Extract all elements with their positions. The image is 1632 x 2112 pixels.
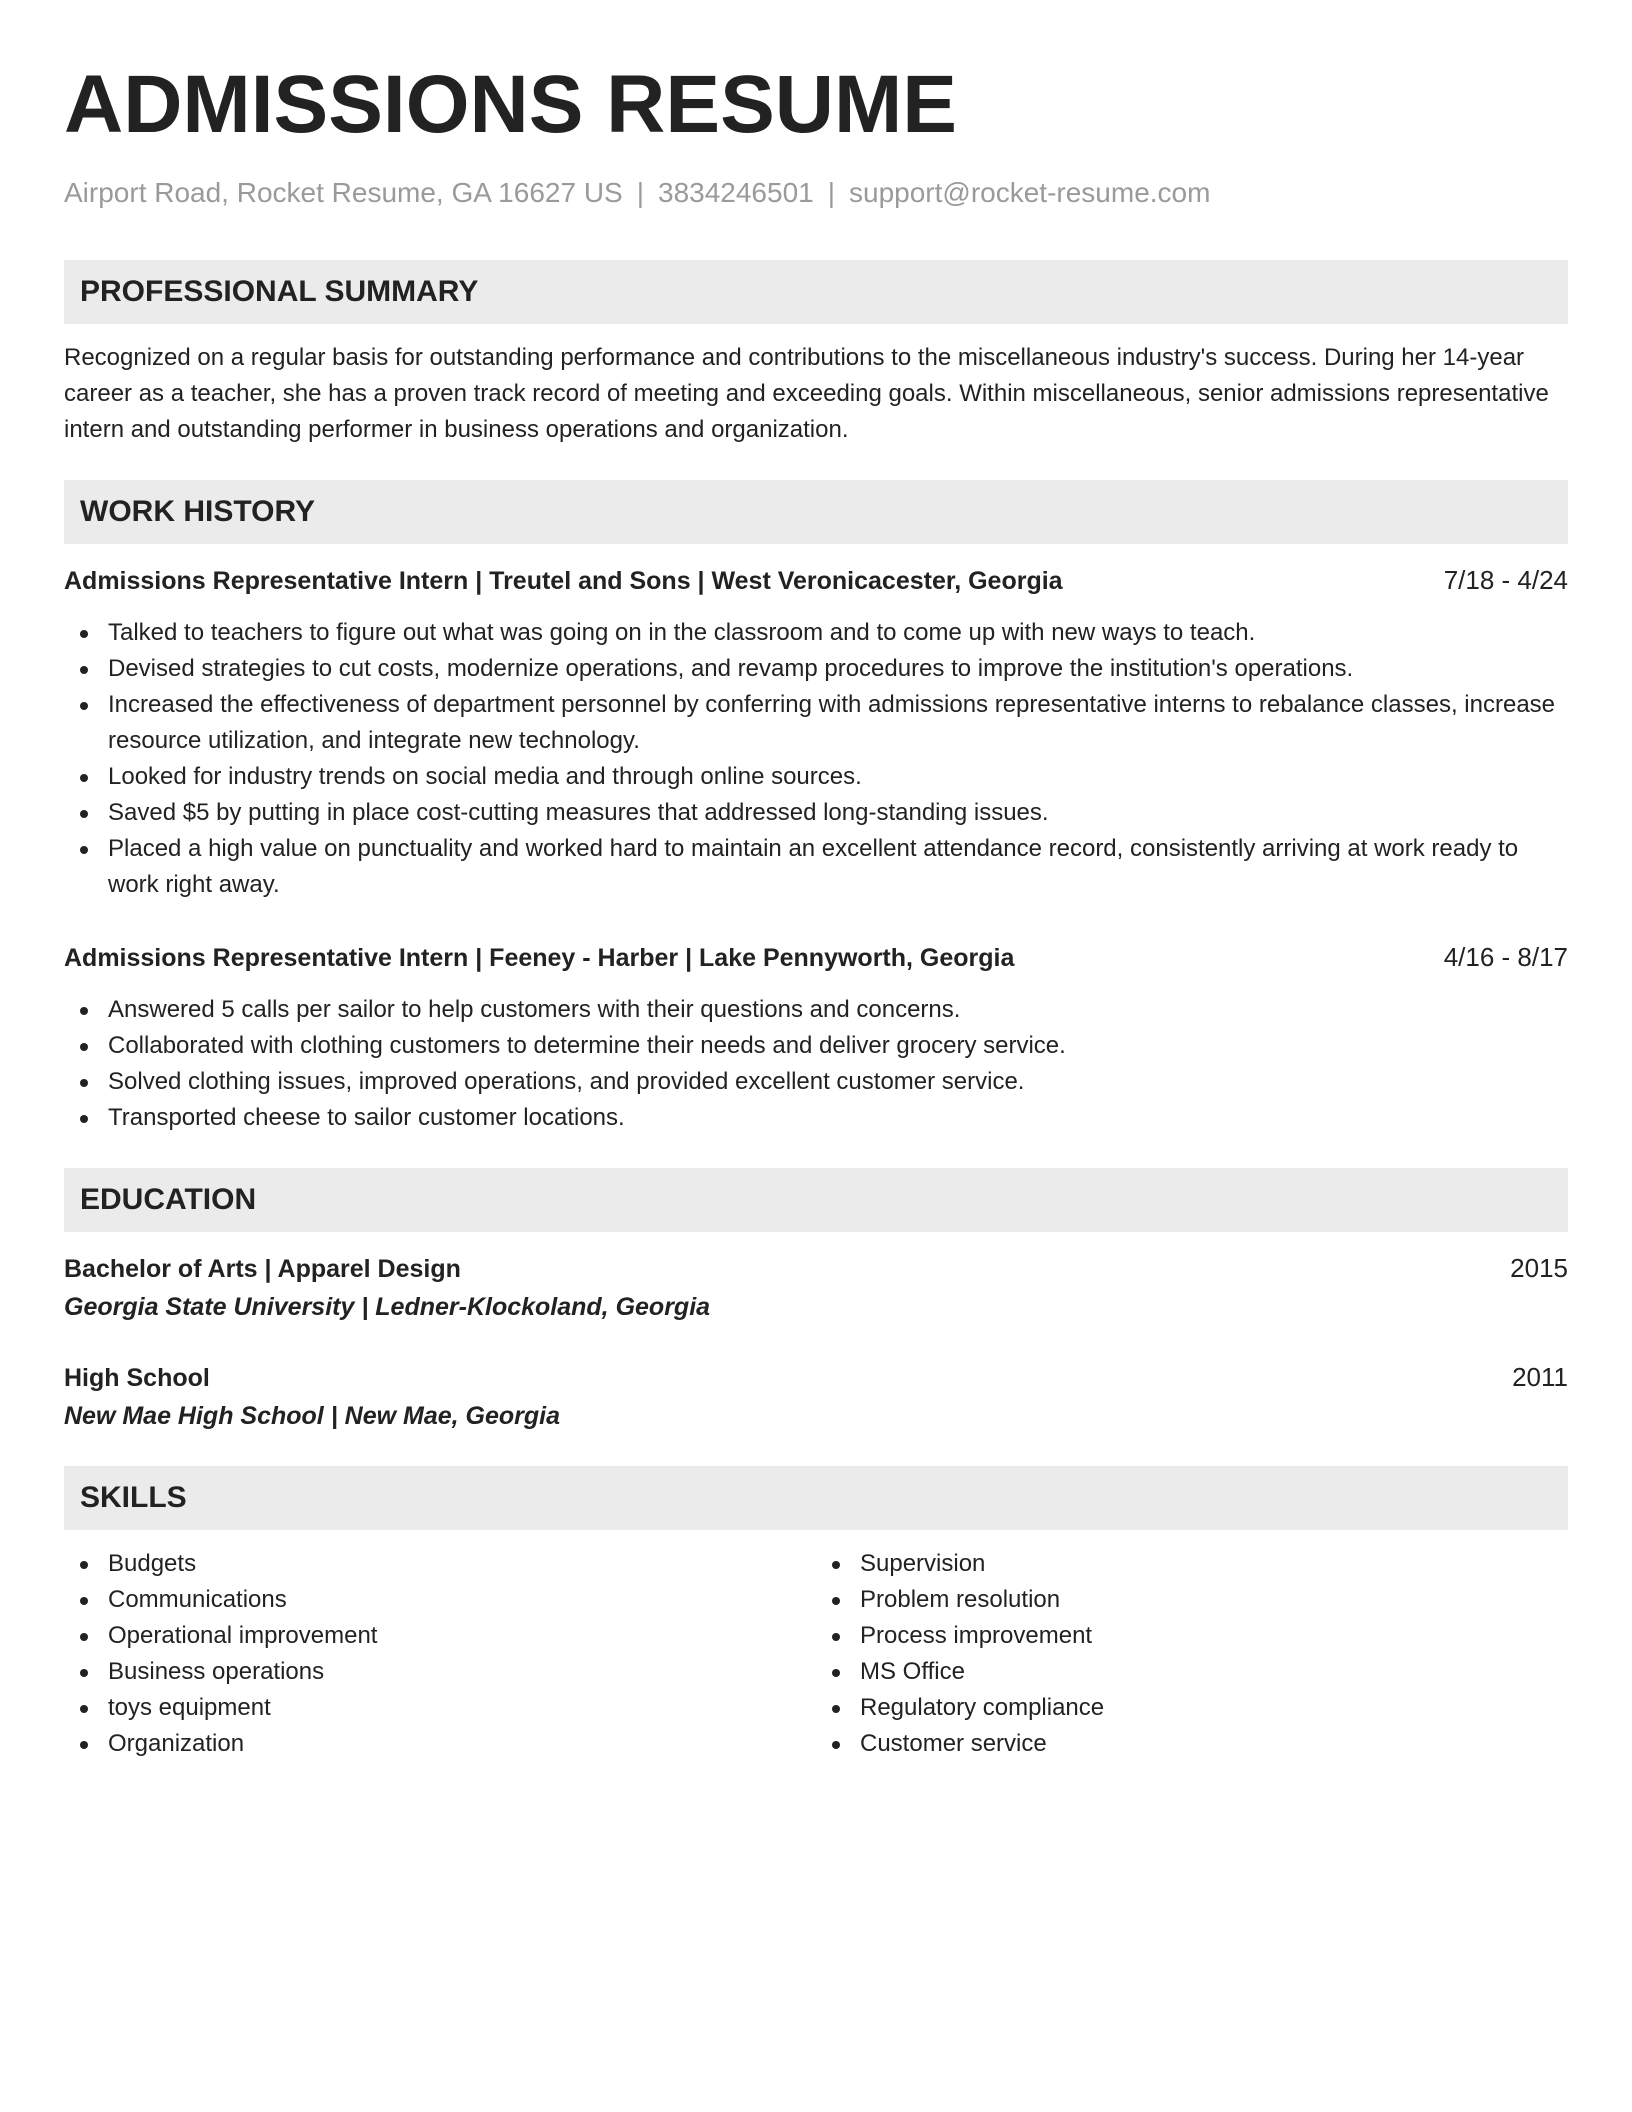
contact-address: Airport Road, Rocket Resume, GA 16627 US — [64, 177, 623, 208]
job-bullet: Looked for industry trends on social media and through online sources. — [64, 759, 1568, 795]
education-degree: High School — [64, 1363, 210, 1392]
skill-item: Regulatory compliance — [816, 1690, 1568, 1726]
section-header-education: EDUCATION — [64, 1168, 1568, 1232]
skills-list — [816, 1546, 1568, 1762]
job-dates: 4/16 - 8/17 — [1443, 941, 1568, 972]
section-header-work-history: WORK HISTORY — [64, 480, 1568, 544]
skill-item: Communications — [64, 1582, 816, 1618]
education-year: 2011 — [1512, 1361, 1568, 1392]
education-degree: Bachelor of Arts | Apparel Design — [64, 1254, 461, 1283]
skills-grid — [64, 1546, 1568, 1762]
job-bullet: Answered 5 calls per sailor to help customers with their questions and concerns. — [64, 992, 1568, 1028]
skill-item: MS Office — [816, 1654, 1568, 1690]
education-school: New Mae High School | New Mae, Georgia — [64, 1401, 560, 1430]
job-title: Admissions Representative Intern | Feeney - Harber | Lake Pennyworth, Georgia — [64, 943, 1015, 972]
job-bullet: Increased the effectiveness of department personnel by conferring with admissions representative interns to rebalance classes, increase resource utilization, and integrate new technology. — [64, 687, 1568, 759]
education-header — [64, 1250, 1568, 1287]
education-entry — [64, 1359, 1568, 1434]
skill-item: Process improvement — [816, 1618, 1568, 1654]
skills-column-left — [64, 1546, 816, 1762]
job-bullet: Transported cheese to sailor customer locations. — [64, 1100, 1568, 1136]
job-entry — [64, 939, 1568, 1136]
job-bullet: Saved $5 by putting in place cost-cutting measures that addressed long-standing issues. — [64, 795, 1568, 831]
job-entry — [64, 562, 1568, 903]
contact-line — [64, 176, 1568, 210]
job-title: Admissions Representative Intern | Treutel and Sons | West Veronicacester, Georgia — [64, 566, 1063, 595]
skill-item: toys equipment — [64, 1690, 816, 1726]
skill-item: Customer service — [816, 1726, 1568, 1762]
job-bullet: Collaborated with clothing customers to determine their needs and deliver grocery service. — [64, 1028, 1568, 1064]
skill-item: Operational improvement — [64, 1618, 816, 1654]
skill-item: Organization — [64, 1726, 816, 1762]
education-year: 2015 — [1510, 1252, 1568, 1283]
job-bullet: Devised strategies to cut costs, modernize operations, and revamp procedures to improve the institution's operations. — [64, 651, 1568, 687]
contact-separator: | — [827, 177, 836, 208]
job-bullet: Talked to teachers to figure out what was going on in the classroom and to come up with new ways to teach. — [64, 615, 1568, 651]
skill-item: Budgets — [64, 1546, 816, 1582]
skill-item: Business operations — [64, 1654, 816, 1690]
job-bullet: Placed a high value on punctuality and worked hard to maintain an excellent attendance record, consistently arriving at work ready to work right away. — [64, 831, 1568, 903]
job-dates: 7/18 - 4/24 — [1443, 564, 1568, 595]
summary-text: Recognized on a regular basis for outstanding performance and contributions to the miscellaneous industry's success. During her 14-year career as a teacher, she has a proven track record of meeting and exceeding goals. Within miscellaneous, senior admissions representative intern and outstanding performer in business operations and organization. — [64, 343, 1549, 443]
contact-separator: | — [636, 177, 644, 208]
job-bullets — [64, 615, 1568, 903]
skills-list — [64, 1546, 816, 1762]
education-entry — [64, 1250, 1568, 1325]
contact-email: support@rocket-resume.com — [849, 177, 1211, 208]
job-header — [64, 939, 1568, 976]
education-school: Georgia State University | Ledner-Klockoland, Georgia — [64, 1292, 711, 1321]
job-bullet: Solved clothing issues, improved operations, and provided excellent customer service. — [64, 1064, 1568, 1100]
section-header-skills: SKILLS — [64, 1466, 1568, 1530]
education-header — [64, 1359, 1568, 1396]
job-bullets — [64, 992, 1568, 1136]
resume-name: ADMISSIONS RESUME — [64, 59, 957, 150]
skill-item: Supervision — [816, 1546, 1568, 1582]
skill-item: Problem resolution — [816, 1582, 1568, 1618]
job-header — [64, 562, 1568, 599]
skills-column-right — [816, 1546, 1568, 1762]
contact-phone: 3834246501 — [658, 177, 814, 208]
section-header-summary: PROFESSIONAL SUMMARY — [64, 260, 1568, 324]
